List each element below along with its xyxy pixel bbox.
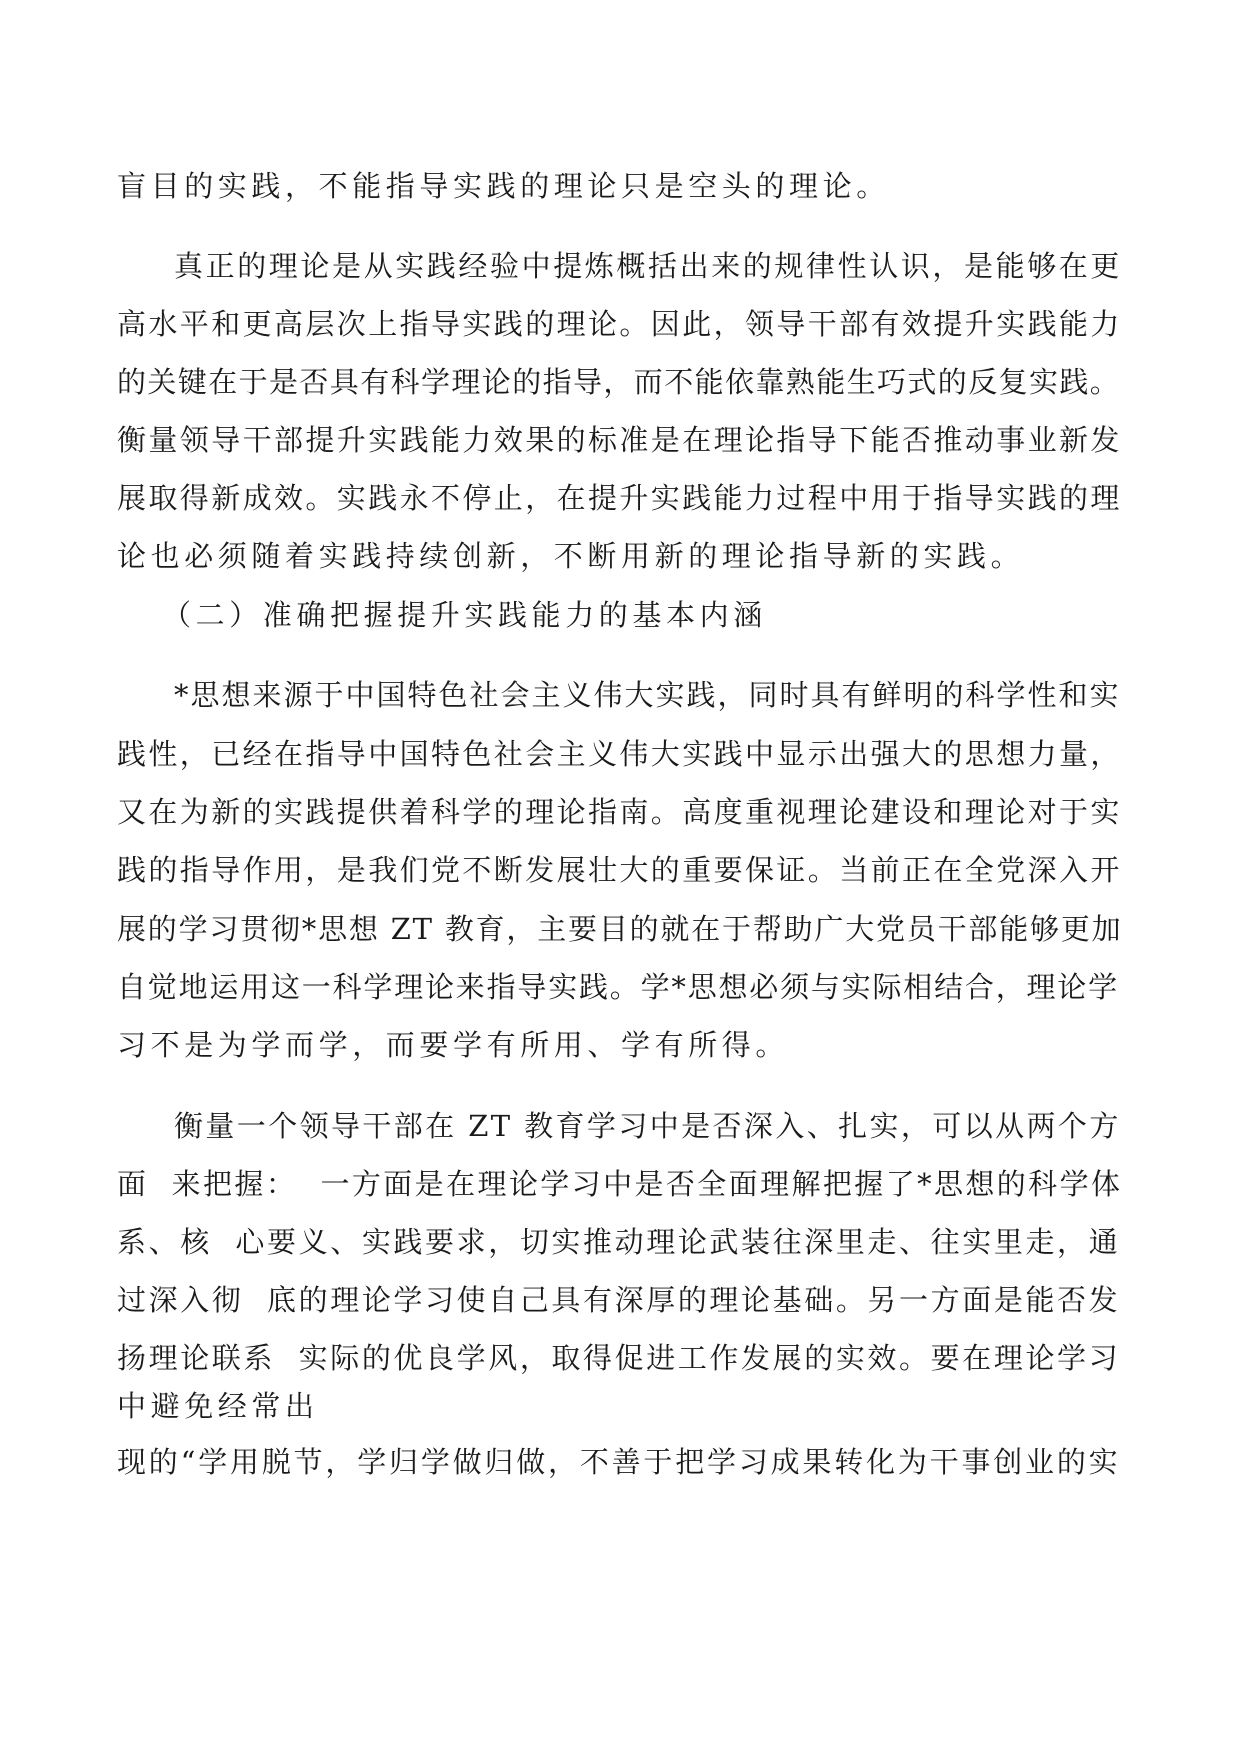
text-line: 展取得新成效。实践永不停止，在提升实践能力过程中用于指导实践的理 (117, 481, 1122, 515)
text-line: 现的“学用脱节，学归学做归做，不善于把学习成果转化为干事创业的实 (117, 1445, 1121, 1479)
text-line: 盲目的实践，不能指导实践的理论只是空头的理论。 (117, 169, 890, 203)
text-line: 展的学习贯彻*思想 ZT 教育，主要目的就在于帮助广大党员干部能够更加 (117, 912, 1123, 946)
text-line: 扬理论联系 实际的优良学风，取得促进工作发展的实效。要在理论学习 (117, 1341, 1121, 1375)
text-line: 过深入彻 底的理论学习使自己具有深厚的理论基础。另一方面是能否发 (117, 1283, 1121, 1317)
text-line: 习不是为学而学，而要学有所用、学有所得。 (117, 1028, 790, 1062)
text-line: 又在为新的实践提供着科学的理论指南。高度重视理论建设和理论对于实 (117, 795, 1122, 829)
text-line: 衡量领导干部提升实践能力效果的标准是在理论指导下能否推动事业新发 (117, 423, 1122, 457)
text-line: 高水平和更高层次上指导实践的理论。因此，领导干部有效提升实践能力 (117, 307, 1122, 341)
text-line: 的关键在于是否具有科学理论的指导，而不能依靠熟能生巧式的反复实践。 (117, 365, 1121, 399)
section-heading: （二）准确把握提升实践能力的基本内涵 (162, 598, 767, 632)
paragraph-start-line: 真正的理论是从实践经验中提炼概括出来的规律性认识，是能够在更 (174, 249, 1123, 283)
text-line: 论也必须随着实践持续创新，不断用新的理论指导新的实践。 (117, 539, 1025, 573)
paragraph-start-line: *思想来源于中国特色社会主义伟大实践，同时具有鲜明的科学性和实 (174, 678, 1121, 712)
text-line: 中避免经常出 (117, 1389, 319, 1423)
text-line: 面 来把握： 一方面是在理论学习中是否全面理解把握了*思想的科学体 (117, 1167, 1123, 1201)
text-line: 践性，已经在指导中国特色社会主义伟大实践中显示出强大的思想力量， (117, 737, 1122, 771)
text-line: 践的指导作用，是我们党不断发展壮大的重要保证。当前正在全党深入开 (117, 853, 1122, 887)
text-line: 系、核 心要义、实践要求，切实推动理论武装往深里走、往实里走，通 (117, 1225, 1121, 1259)
paragraph-start-line: 衡量一个领导干部在 ZT 教育学习中是否深入、扎实，可以从两个方 (174, 1109, 1121, 1143)
text-line: 自觉地运用这一科学理论来指导实践。学*思想必须与实际相结合，理论学 (117, 970, 1119, 1004)
